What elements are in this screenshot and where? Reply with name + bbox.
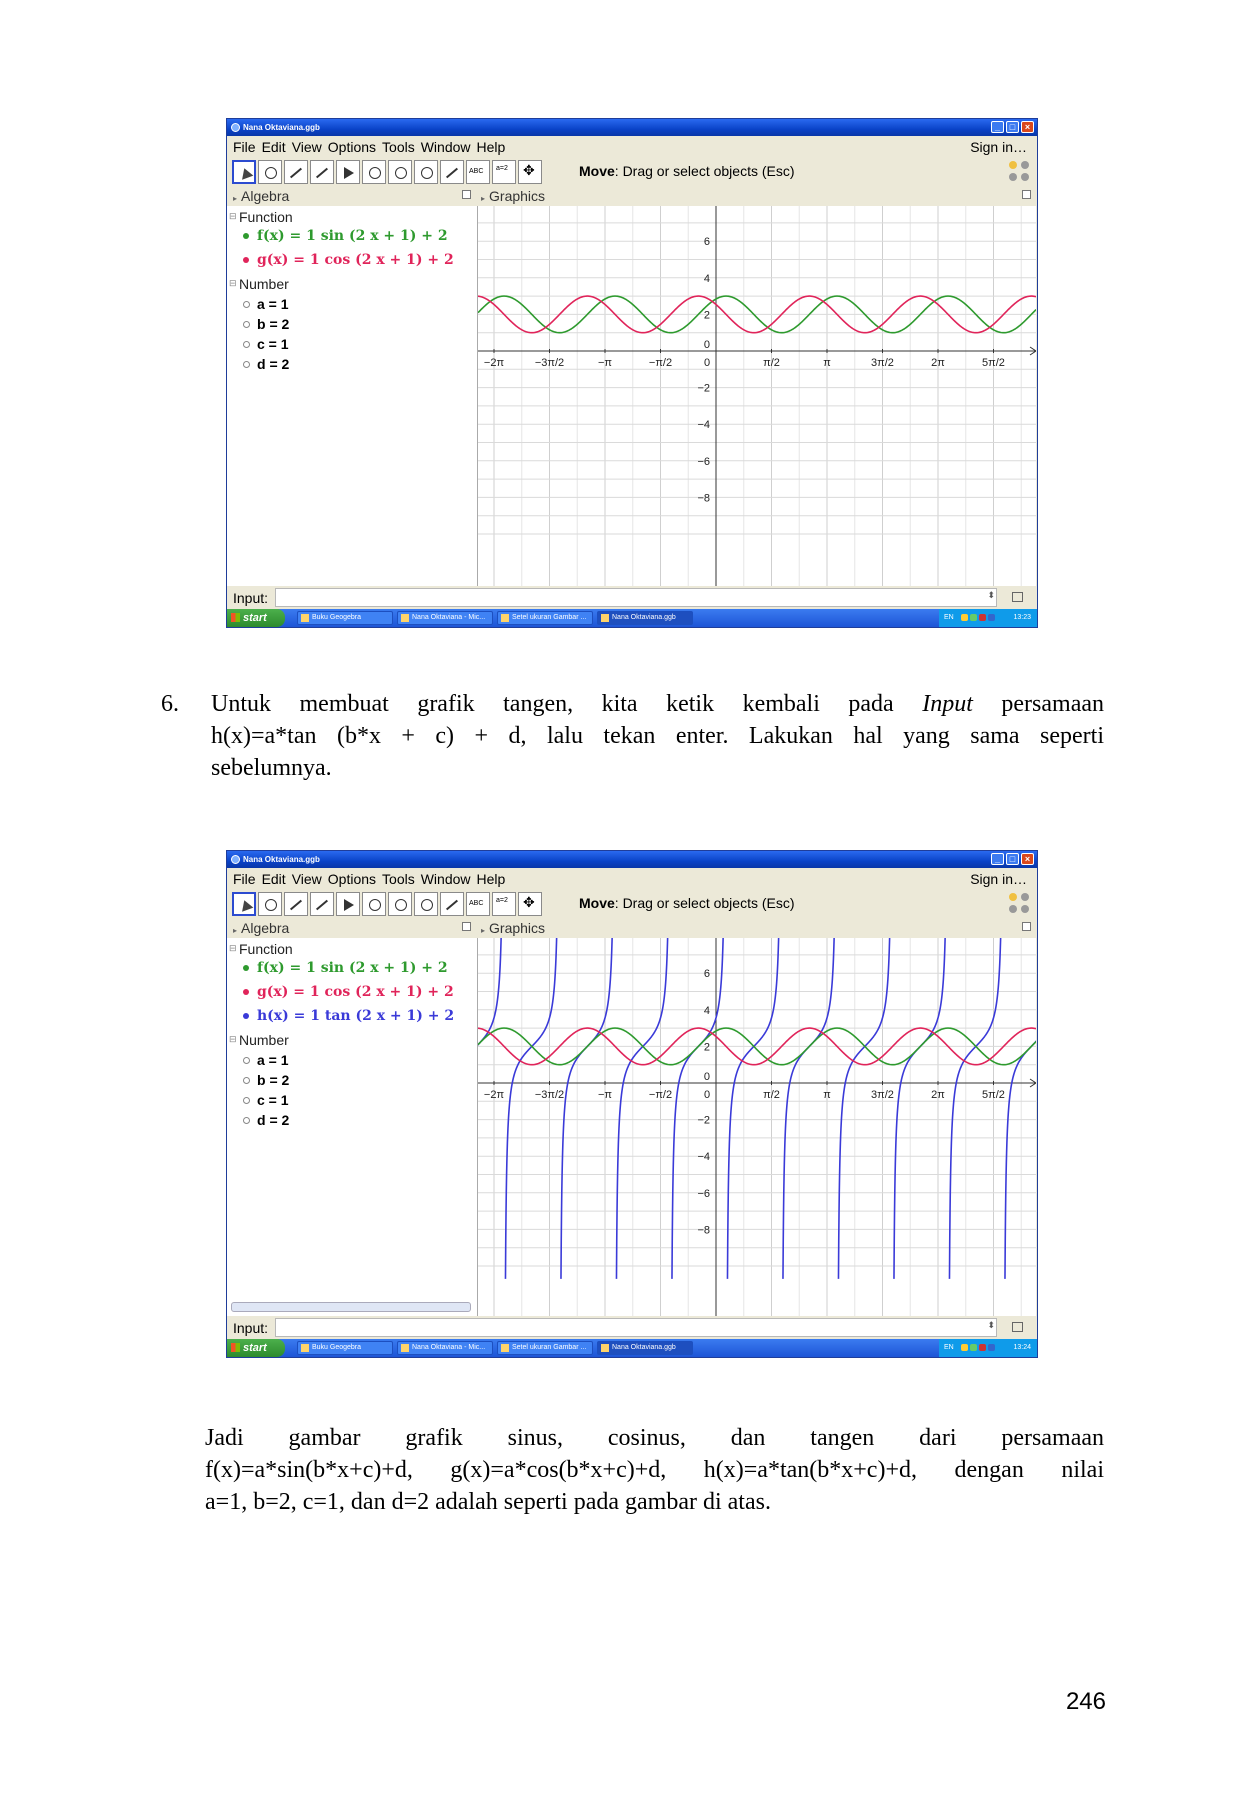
y-tick-label: 0 [703,1071,710,1083]
window-controls [991,853,1034,865]
angle-tool-icon[interactable] [414,160,438,184]
taskbar-item-geogebra[interactable]: Nana Oktaviana.ggb [597,1341,693,1355]
language-indicator[interactable]: EN [944,1344,954,1351]
window-title: Nana Oktaviana.ggb [243,123,320,132]
minimize-button[interactable]: _ [991,121,1004,133]
function-f[interactable] [257,228,448,244]
polygon-tool-icon[interactable] [336,160,360,184]
y-tick-label: −2 [697,382,710,395]
input-spinner-icon[interactable]: ⬍ [987,1320,995,1330]
y-tick-label: −2 [697,1114,710,1127]
algebra-close-icon[interactable] [462,922,471,931]
number-a[interactable] [257,1052,289,1068]
menu-window[interactable]: Window [420,871,471,887]
graphics-panel-header: ▸ Graphics [477,918,1037,938]
perpendicular-tool-icon[interactable] [310,160,334,184]
x-tick-label: 0 [703,357,711,369]
sign-in-link[interactable]: Sign in… [970,871,1027,887]
clock: 13:24 [1013,1344,1031,1351]
tool-hint-name: Move [579,163,615,179]
line-tool-icon[interactable] [284,892,308,916]
algebra-panel-header: ▸ Algebra [227,918,477,938]
redo-icon[interactable] [1021,893,1029,901]
tool-hint-text: : Drag or select objects (Esc) [614,163,795,179]
page-number: 246 [1065,1688,1106,1715]
reflect-tool-icon[interactable] [440,160,464,184]
graphics-label: Graphics [489,188,546,204]
circle-tool-icon[interactable] [362,160,386,184]
taskbar-item-buku[interactable]: Buku Geogebra [297,1341,393,1355]
toolbar [227,890,1037,918]
start-button[interactable]: start [227,1339,285,1357]
x-tick-label: −3π/2 [534,357,565,369]
sign-in-link[interactable]: Sign in… [970,139,1027,155]
taskbar-item-word[interactable]: Nana Oktaviana - Mic... [397,611,493,625]
number-d-text: d = 2 [257,1112,290,1128]
undo-icon[interactable] [1009,161,1017,169]
function-g-text: g(x) = 1 cos (2 x + 1) + 2 [257,252,454,268]
text-tool-icon[interactable] [466,892,490,916]
polygon-tool-icon[interactable] [336,892,360,916]
menu-help[interactable]: Help [476,139,506,155]
conclusion-paragraph [205,1422,1104,1518]
menu-window[interactable]: Window [420,139,471,155]
window-controls [991,121,1034,133]
taskbar-item-word[interactable]: Nana Oktaviana - Mic... [397,1341,493,1355]
menu-options[interactable]: Options [327,139,377,155]
x-tick-label: 3π/2 [871,357,894,369]
geogebra-screenshot-1 [226,118,1038,628]
taskbar-item-resize[interactable]: Setel ukuran Gambar ... [497,1341,593,1355]
tool-hint [579,163,795,179]
tool-hint-name: Move [579,895,615,911]
y-tick-label: 2 [703,1041,710,1054]
number-b[interactable] [257,1072,289,1088]
function-f[interactable] [257,960,448,976]
number-b[interactable] [257,316,289,332]
system-tray [939,1339,1037,1357]
number-b-text: b = 2 [257,316,290,332]
x-tick-label: −π [597,1089,613,1101]
y-tick-label: 6 [703,968,710,981]
undo-icon[interactable] [1009,893,1017,901]
maximize-button[interactable]: □ [1006,121,1019,133]
y-tick-label: 2 [703,309,710,322]
tray-icons[interactable] [961,1344,995,1351]
function-g[interactable] [257,252,454,268]
number-c-text: c = 1 [257,1092,289,1108]
conclusion-line-3: a=1, b=2, c=1, dan d=2 adalah seperti pada gambar di atas. [205,1489,771,1515]
geogebra-app-icon [231,123,240,132]
maximize-button[interactable]: □ [1006,853,1019,865]
move-tool-icon[interactable] [232,160,256,184]
slider-tool-icon[interactable] [492,160,516,184]
minimize-button[interactable]: _ [991,853,1004,865]
help-icon[interactable] [1009,173,1017,181]
undo-redo-icons[interactable] [1009,893,1031,915]
windows-taskbar [227,1339,1037,1357]
algebra-label: Algebra [241,920,290,936]
algebra-panel-header: ▸ Algebra [227,186,477,206]
help-icon[interactable] [1009,905,1017,913]
x-tick-label: π [823,1089,831,1101]
undo-redo-icons[interactable] [1009,161,1031,183]
y-tick-label: −4 [697,419,710,432]
tan-curve-branch [1005,1036,1036,1279]
menu-view[interactable]: View [291,139,322,155]
number-heading: ⊟ Number [239,276,289,292]
function-h-text: h(x) = 1 tan (2 x + 1) + 2 [257,1008,455,1024]
y-tick-label: −4 [697,1151,710,1164]
y-tick-label: 4 [703,272,710,285]
graphics-label: Graphics [489,920,546,936]
x-tick-label: −2π [483,357,505,369]
line-tool-icon[interactable] [284,160,308,184]
y-tick-label: 6 [703,236,710,249]
toolbar [227,158,1037,186]
y-tick-label: 4 [703,1004,710,1017]
redo-icon[interactable] [1021,161,1029,169]
angle-tool-icon[interactable] [414,892,438,916]
start-button[interactable]: start [227,609,285,627]
menubar [227,136,1037,158]
x-tick-label: −π/2 [648,357,673,369]
number-c[interactable] [257,336,289,352]
conclusion-line-1: Jadi gambar grafik sinus, cosinus, dan tangen dari persamaan [205,1425,1104,1451]
keyboard-icon[interactable] [1012,592,1023,602]
graphics-view[interactable] [478,206,1036,586]
ellipse-tool-icon[interactable] [388,160,412,184]
graphics-canvas[interactable] [478,206,1036,586]
geogebra-screenshot-2 [226,850,1038,1358]
step-6-line-3: sebelumnya. [211,755,332,781]
step-number: 6. [161,691,179,717]
number-c-text: c = 1 [257,336,289,352]
taskbar-item-resize[interactable]: Setel ukuran Gambar ... [497,611,593,625]
clock: 13:23 [1013,614,1031,621]
graphics-canvas[interactable] [478,938,1036,1316]
number-heading: ⊟ Number [239,1032,289,1048]
function-f-text: f(x) = 1 sin (2 x + 1) + 2 [257,228,448,244]
x-tick-label: π [823,357,831,369]
tool-hint [579,895,795,911]
number-d[interactable] [257,1112,289,1128]
number-a-text: a = 1 [257,296,289,312]
conclusion-line-2: f(x)=a*sin(b*x+c)+d, g(x)=a*cos(b*x+c)+d, h(x)=a*tan(b*x+c)+d, dengan nilai [205,1457,1104,1483]
window-titlebar [227,119,1037,136]
algebra-label: Algebra [241,188,290,204]
menu-edit[interactable]: Edit [261,871,286,887]
y-tick-label: −6 [697,455,710,468]
x-tick-label: 5π/2 [982,357,1005,369]
x-tick-label: 5π/2 [982,1089,1005,1101]
menu-file[interactable]: File [233,871,256,887]
circle-tool-icon[interactable] [362,892,386,916]
tool-hint-text: : Drag or select objects (Esc) [614,895,795,911]
input-emphasis: Input [922,691,973,717]
input-label: Input: [233,1320,269,1336]
number-d[interactable] [257,356,289,372]
x-tick-label: −π [597,357,613,369]
x-tick-label: π/2 [763,1089,780,1101]
reflect-tool-icon[interactable] [440,892,464,916]
number-d-text: d = 2 [257,356,290,372]
y-tick-label: −8 [697,1224,710,1237]
step-6-paragraph [161,688,1105,784]
x-tick-label: 2π [931,357,945,369]
x-tick-label: 2π [931,1089,945,1101]
menu-help[interactable]: Help [476,871,506,887]
input-bar [227,1316,1037,1340]
window-title: Nana Oktaviana.ggb [243,855,320,864]
taskbar-item-buku[interactable]: Buku Geogebra [297,611,393,625]
x-tick-label: 0 [703,1089,711,1101]
x-tick-label: −3π/2 [534,1089,565,1101]
ellipse-tool-icon[interactable] [388,892,412,916]
slider-tool-icon[interactable] [492,892,516,916]
menu-options[interactable]: Options [327,871,377,887]
perpendicular-tool-icon[interactable] [310,892,334,916]
graphics-close-icon[interactable] [1022,922,1031,931]
language-indicator[interactable]: EN [944,614,954,621]
graphics-view[interactable] [478,938,1036,1316]
step-6-line-1-start: Untuk membuat grafik tangen, kita ketik kembali pada [211,691,923,717]
x-tick-label: 3π/2 [871,1089,894,1101]
tray-icons[interactable] [961,614,995,621]
function-f-text: f(x) = 1 sin (2 x + 1) + 2 [257,960,448,976]
x-tick-label: π/2 [763,357,780,369]
menubar [227,868,1037,890]
y-tick-label: −6 [697,1187,710,1200]
algebra-view [227,938,478,1316]
move-graphics-tool-icon[interactable] [518,892,542,916]
step-6-line-1-end: persamaan [972,691,1105,717]
y-tick-label: −8 [697,492,710,505]
function-heading: ⊟ Function [239,941,293,957]
settings-icon[interactable] [1021,905,1029,913]
input-spinner-icon[interactable]: ⬍ [987,590,995,600]
algebra-view [227,206,478,586]
menu-tools[interactable]: Tools [382,871,415,887]
windows-taskbar [227,609,1037,627]
function-g-text: g(x) = 1 cos (2 x + 1) + 2 [257,984,454,1000]
graphics-panel-header: ▸ Graphics [477,186,1037,206]
step-6-line-2: h(x)=a*tan (b*x + c) + d, lalu tekan enter. Lakukan hal yang sama seperti [211,723,1104,749]
number-c[interactable] [257,1092,289,1108]
x-tick-label: −π/2 [648,1089,673,1101]
menu-edit[interactable]: Edit [261,139,286,155]
system-tray [939,609,1037,627]
point-tool-icon[interactable] [258,160,282,184]
step-6-line-1 [211,688,1104,720]
move-tool-icon[interactable] [232,892,256,916]
keyboard-icon[interactable] [1012,1322,1023,1332]
input-field[interactable] [275,588,997,607]
input-bar [227,586,1037,610]
close-button[interactable]: × [1021,121,1034,133]
geogebra-app-icon [231,855,240,864]
menu-tools[interactable]: Tools [382,139,415,155]
move-graphics-tool-icon[interactable] [518,160,542,184]
menu-view[interactable]: View [291,871,322,887]
taskbar-item-geogebra[interactable]: Nana Oktaviana.ggb [597,611,693,625]
graphics-close-icon[interactable] [1022,190,1031,199]
algebra-close-icon[interactable] [462,190,471,199]
function-h[interactable] [257,1008,454,1024]
point-tool-icon[interactable] [258,892,282,916]
settings-icon[interactable] [1021,173,1029,181]
input-label: Input: [233,590,269,606]
text-tool-icon[interactable] [466,160,490,184]
close-button[interactable]: × [1021,853,1034,865]
number-a-text: a = 1 [257,1052,289,1068]
algebra-horizontal-scrollbar[interactable] [231,1302,471,1312]
function-heading: ⊟ Function [239,209,293,225]
number-a[interactable] [257,296,289,312]
x-tick-label: −2π [483,1089,505,1101]
window-titlebar [227,851,1037,868]
function-g[interactable] [257,984,454,1000]
number-b-text: b = 2 [257,1072,290,1088]
y-tick-label: 0 [703,339,710,351]
input-field[interactable] [275,1318,997,1337]
menu-file[interactable]: File [233,139,256,155]
